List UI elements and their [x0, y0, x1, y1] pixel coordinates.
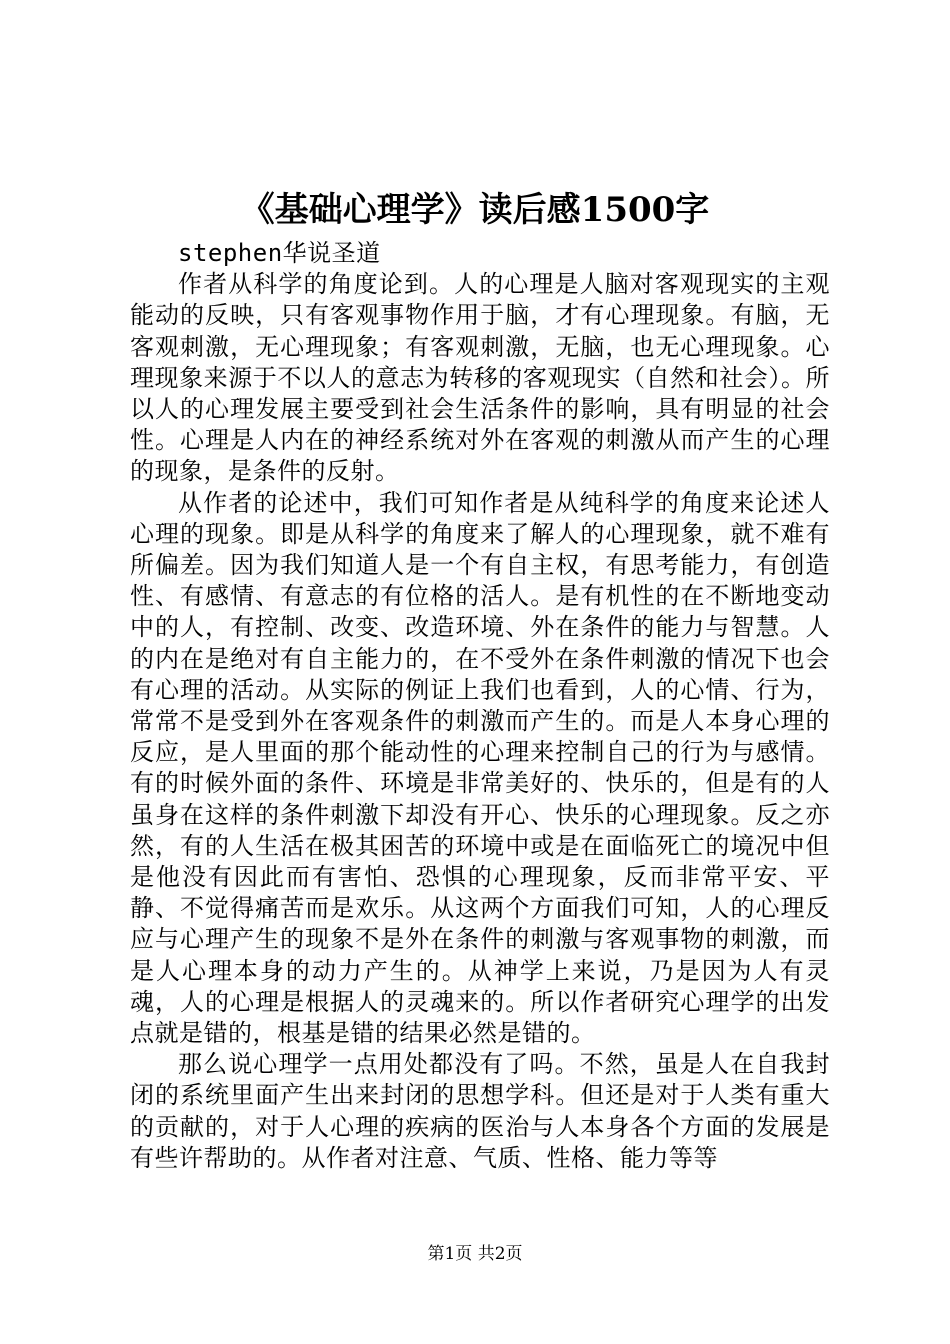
document-body — [130, 238, 830, 1174]
paragraph-1: 作者从科学的角度论到。人的心理是人脑对客观现实的主观能动的反映，只有客观事物作用于脑，才有心理现象。有脑，无客观刺激，无心理现象；有客观刺激，无脑，也无心理现象。心理现象来源于不以人的意志为转移的客观现实（自然和社会）。所以人的心理发展主要受到社会生活条件的影响，具有明显的社会性。心理是人内在的神经系统对外在客观的刺激从而产生的心理的现象，是条件的反射。 — [130, 270, 830, 486]
author-line: stephen华说圣道 — [178, 239, 381, 267]
paragraph-2: 从作者的论述中，我们可知作者是从纯科学的角度来论述人心理的现象。即是从科学的角度来了解人的心理现象，就不难有所偏差。因为我们知道人是一个有自主权，有思考能力，有创造性、有感情、有意志的有位格的活人。是有机性的在不断地变动中的人，有控制、改变、改造环境、外在条件的能力与智慧。人的内在是绝对有自主能力的，在不受外在条件刺激的情况下也会有心理的活动。从实际的例证上我们也看到，人的心情、行为，常常不是受到外在客观条件的刺激而产生的。而是人本身心理的反应，是人里面的那个能动性的心理来控制自己的行为与感情。有的时候外面的条件、环境是非常美好的、快乐的，但是有的人虽身在这样的条件刺激下却没有开心、快乐的心理现象。反之亦然，有的人生活在极其困苦的环境中或是在面临死亡的境况中但是他没有因此而有害怕、恐惧的心理现象，反而非常平安、平静、不觉得痛苦而是欢乐。从这两个方面我们可知，人的心理反应与心理产生的现象不是外在条件的刺激与客观事物的刺激，而是人心理本身的动力产生的。从神学上来说，乃是因为人有灵魂，人的心理是根据人的灵魂来的。所以作者研究心理学的出发点就是错的，根基是错的结果必然是错的。 — [130, 488, 830, 1048]
document-title: 《基础心理学》读后感1500字 — [240, 190, 710, 230]
paragraph-3: 那么说心理学一点用处都没有了吗。不然，虽是人在自我封闭的系统里面产生出来封闭的思想学科。但还是对于人类有重大的贡献的，对于人心理的疾病的医治与人本身各个方面的发展是有些许帮助的。从作者对注意、气质、性格、能力等等 — [130, 1050, 830, 1172]
page-footer: 第1页 共2页 — [427, 1244, 523, 1264]
